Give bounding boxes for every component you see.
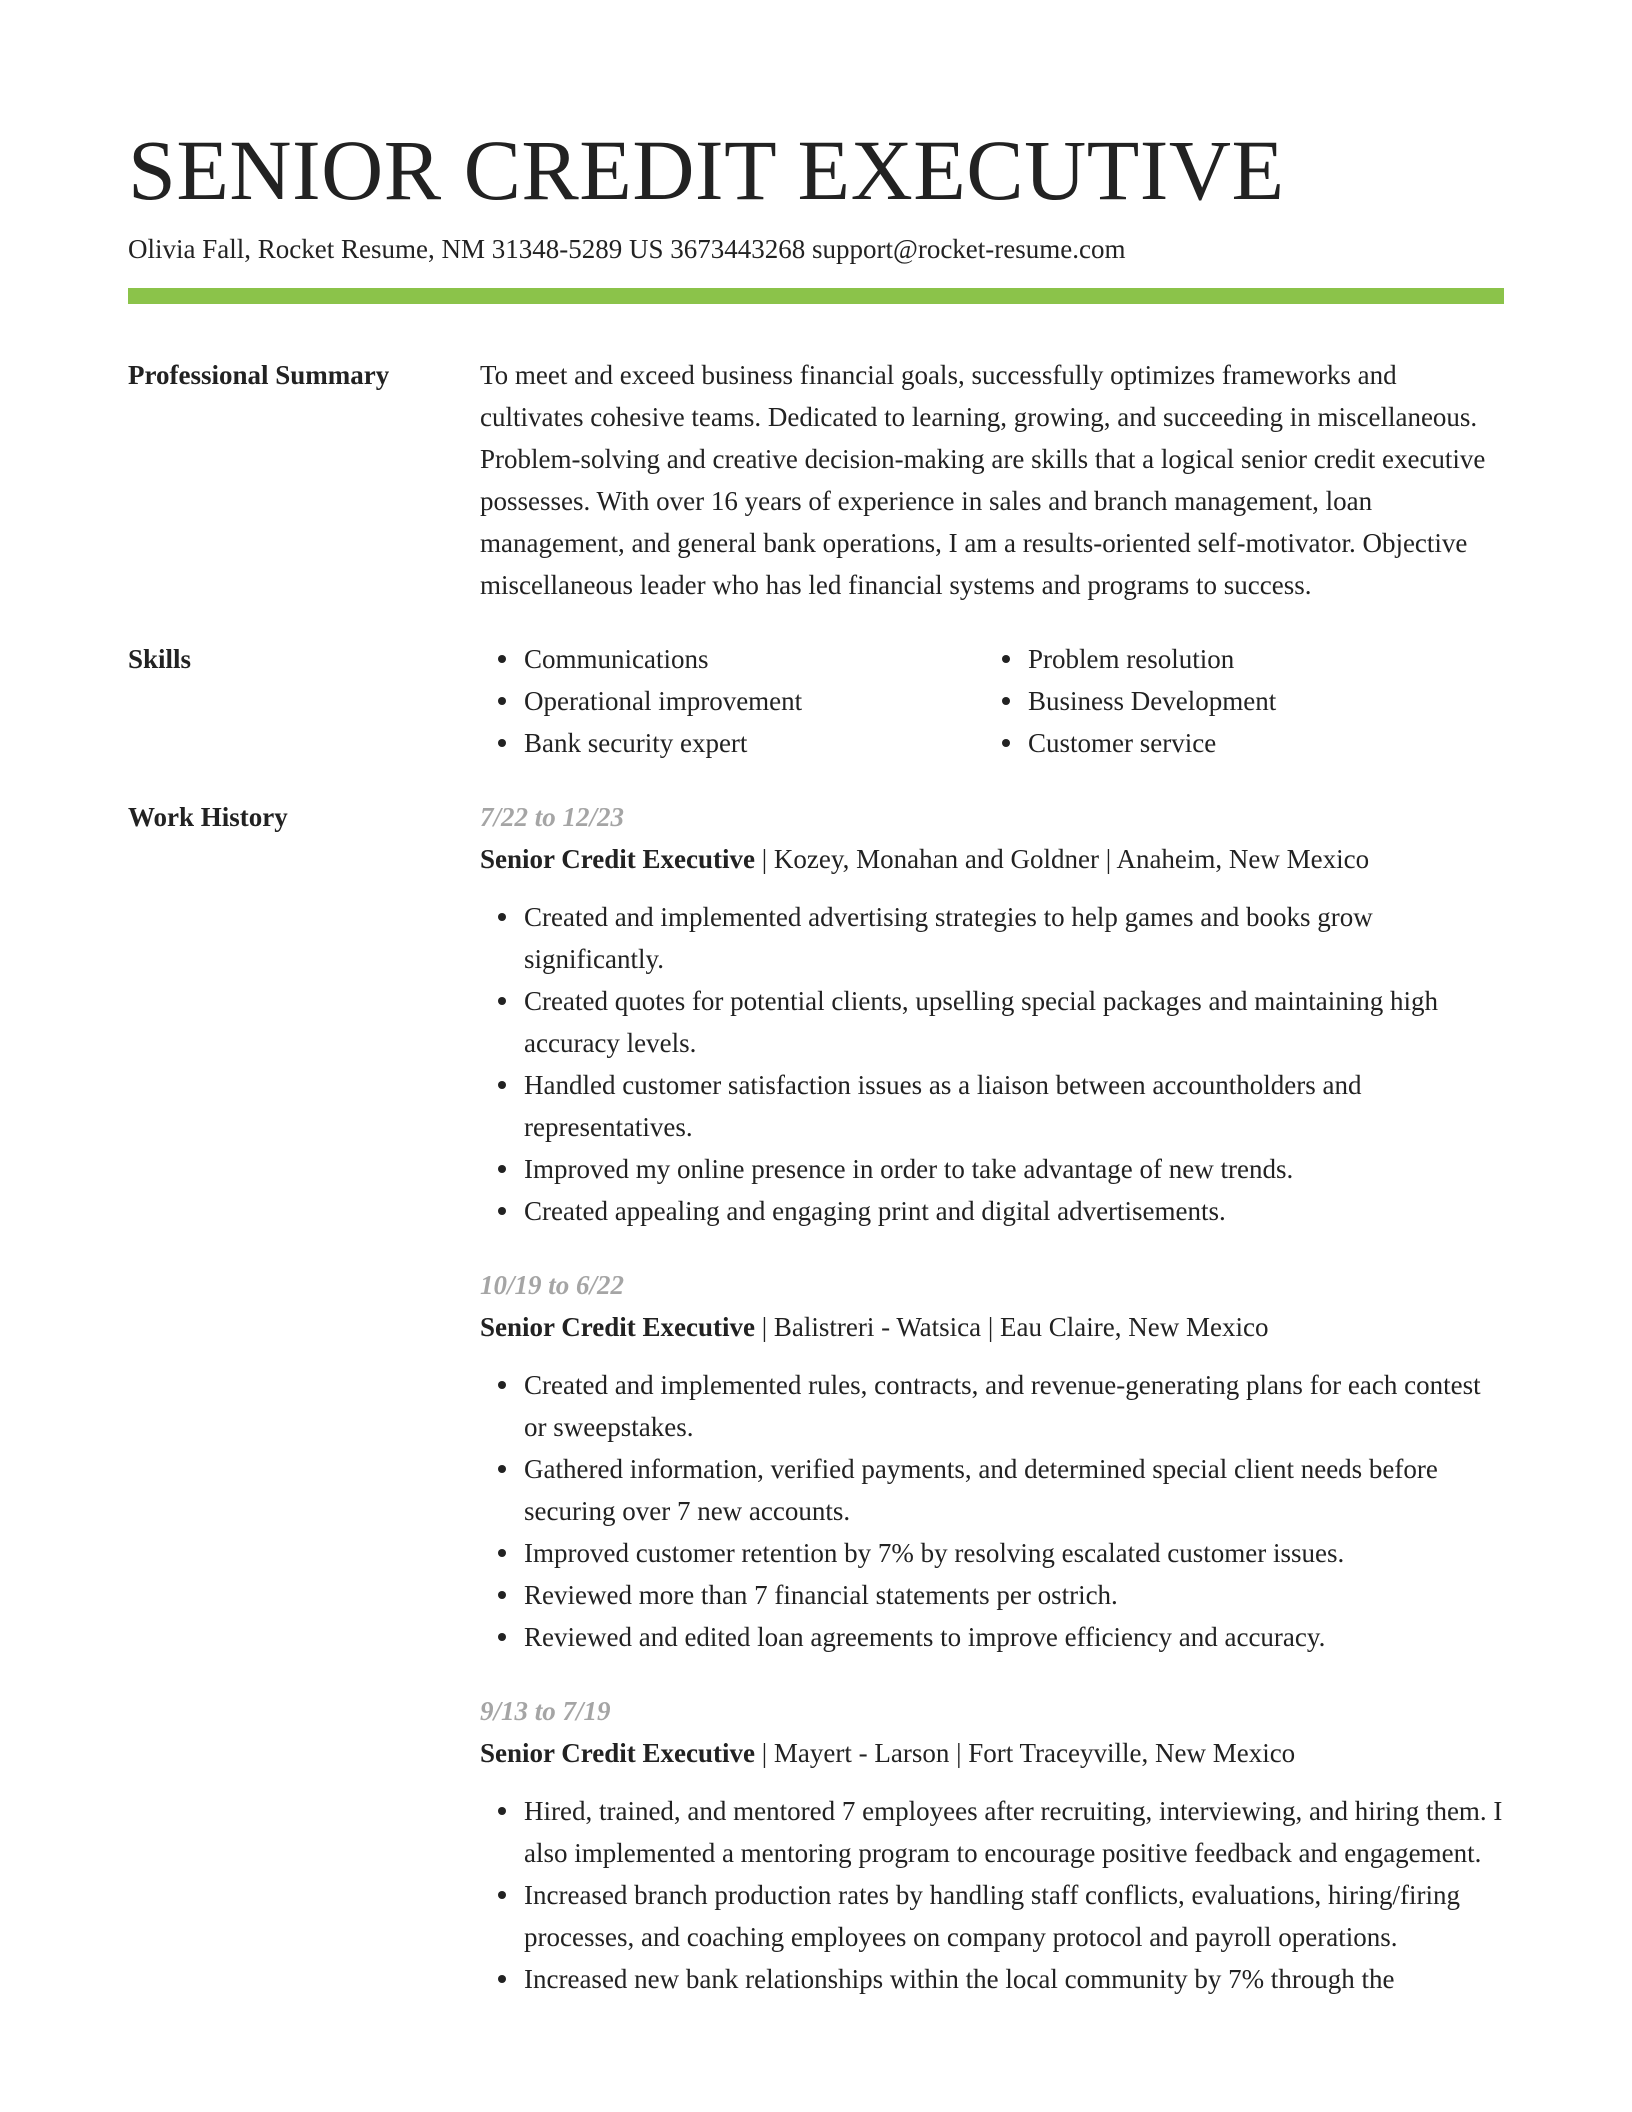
contact-line: Olivia Fall, Rocket Resume, NM 31348-5289 US 3673443268 support@rocket-resume.com xyxy=(128,234,1126,264)
job-dates: 7/22 to 12/23 xyxy=(480,802,625,832)
work-history-section xyxy=(128,796,1504,2032)
job-bullet: Increased branch production rates by handling staff conflicts, evaluations, hiring/firing processes, and coaching employees on company protocol and payroll operations. xyxy=(524,1874,1504,1958)
job-dates: 10/19 to 6/22 xyxy=(480,1270,625,1300)
skills-grid xyxy=(480,638,1504,764)
job-bullets xyxy=(480,1790,1504,2000)
job-bullet: Created appealing and engaging print and digital advertisements. xyxy=(524,1190,1504,1232)
job-employer-location: | Kozey, Monahan and Goldner | Anaheim, New Mexico xyxy=(754,844,1370,874)
job-bullet: Increased new bank relationships within the local community by 7% through the xyxy=(524,1958,1504,2000)
skill-item: Business Development xyxy=(1028,680,1488,722)
job-bullet: Created quotes for potential clients, upselling special packages and maintaining high accuracy levels. xyxy=(524,980,1504,1064)
job-bullet: Gathered information, verified payments, and determined special client needs before securing over 7 new accounts. xyxy=(524,1448,1504,1532)
job-employer-location: | Balistreri - Watsica | Eau Claire, New Mexico xyxy=(754,1312,1269,1342)
skill-item: Problem resolution xyxy=(1028,638,1488,680)
job-bullets xyxy=(480,1364,1504,1658)
job-title: Senior Credit Executive xyxy=(480,844,755,874)
summary-text: To meet and exceed business financial goals, successfully optimizes frameworks and cultivates cohesive teams. Dedicated to learning, growing, and succeeding in miscellaneous. Problem-solving and creative decision-making are skills that a logical senior credit executive possesses. With over 16 years of experience in sales and branch management, loan management, and general bank operations, I am a results-oriented self-motivator. Objective miscellaneous leader who has led financial systems and programs to success. xyxy=(480,360,1486,600)
job-heading xyxy=(480,838,1504,880)
resume-page xyxy=(128,0,1504,2032)
job-bullet: Improved my online presence in order to take advantage of new trends. xyxy=(524,1148,1504,1190)
skill-item: Communications xyxy=(524,638,984,680)
accent-divider xyxy=(128,288,1504,304)
skill-item: Operational improvement xyxy=(524,680,984,722)
job-entry xyxy=(480,1264,1504,1658)
resume-title: SENIOR CREDIT EXECUTIVE xyxy=(128,122,1285,218)
skill-item: Bank security expert xyxy=(524,722,984,764)
job-bullet: Improved customer retention by 7% by resolving escalated customer issues. xyxy=(524,1532,1504,1574)
job-bullet: Created and implemented rules, contracts, and revenue-generating plans for each contest or sweepstakes. xyxy=(524,1364,1504,1448)
job-bullet: Reviewed more than 7 financial statements per ostrich. xyxy=(524,1574,1504,1616)
skills-body xyxy=(480,638,1504,764)
summary-body xyxy=(480,354,1504,606)
job-dates: 9/13 to 7/19 xyxy=(480,1696,611,1726)
job-bullet: Handled customer satisfaction issues as a liaison between accountholders and representatives. xyxy=(524,1064,1504,1148)
job-bullets xyxy=(480,896,1504,1232)
professional-summary-section xyxy=(128,354,1504,606)
job-bullet: Hired, trained, and mentored 7 employees after recruiting, interviewing, and hiring them. I also implemented a mentoring program to encourage positive feedback and engagement. xyxy=(524,1790,1504,1874)
job-entry xyxy=(480,1690,1504,2000)
skills-section xyxy=(128,638,1504,764)
section-label-skills: Skills xyxy=(128,644,192,674)
job-title: Senior Credit Executive xyxy=(480,1738,755,1768)
job-title: Senior Credit Executive xyxy=(480,1312,755,1342)
work-history-body xyxy=(480,796,1504,2032)
skills-column-left xyxy=(480,638,984,764)
skill-item: Customer service xyxy=(1028,722,1488,764)
section-label-summary: Professional Summary xyxy=(128,360,390,390)
job-employer-location: | Mayert - Larson | Fort Traceyville, New Mexico xyxy=(754,1738,1296,1768)
job-bullet: Reviewed and edited loan agreements to improve efficiency and accuracy. xyxy=(524,1616,1504,1658)
skills-column-right xyxy=(984,638,1488,764)
job-heading xyxy=(480,1732,1504,1774)
section-label-work-history: Work History xyxy=(128,802,288,832)
job-heading xyxy=(480,1306,1504,1348)
job-bullet: Created and implemented advertising strategies to help games and books grow significantly. xyxy=(524,896,1504,980)
job-entry xyxy=(480,796,1504,1232)
